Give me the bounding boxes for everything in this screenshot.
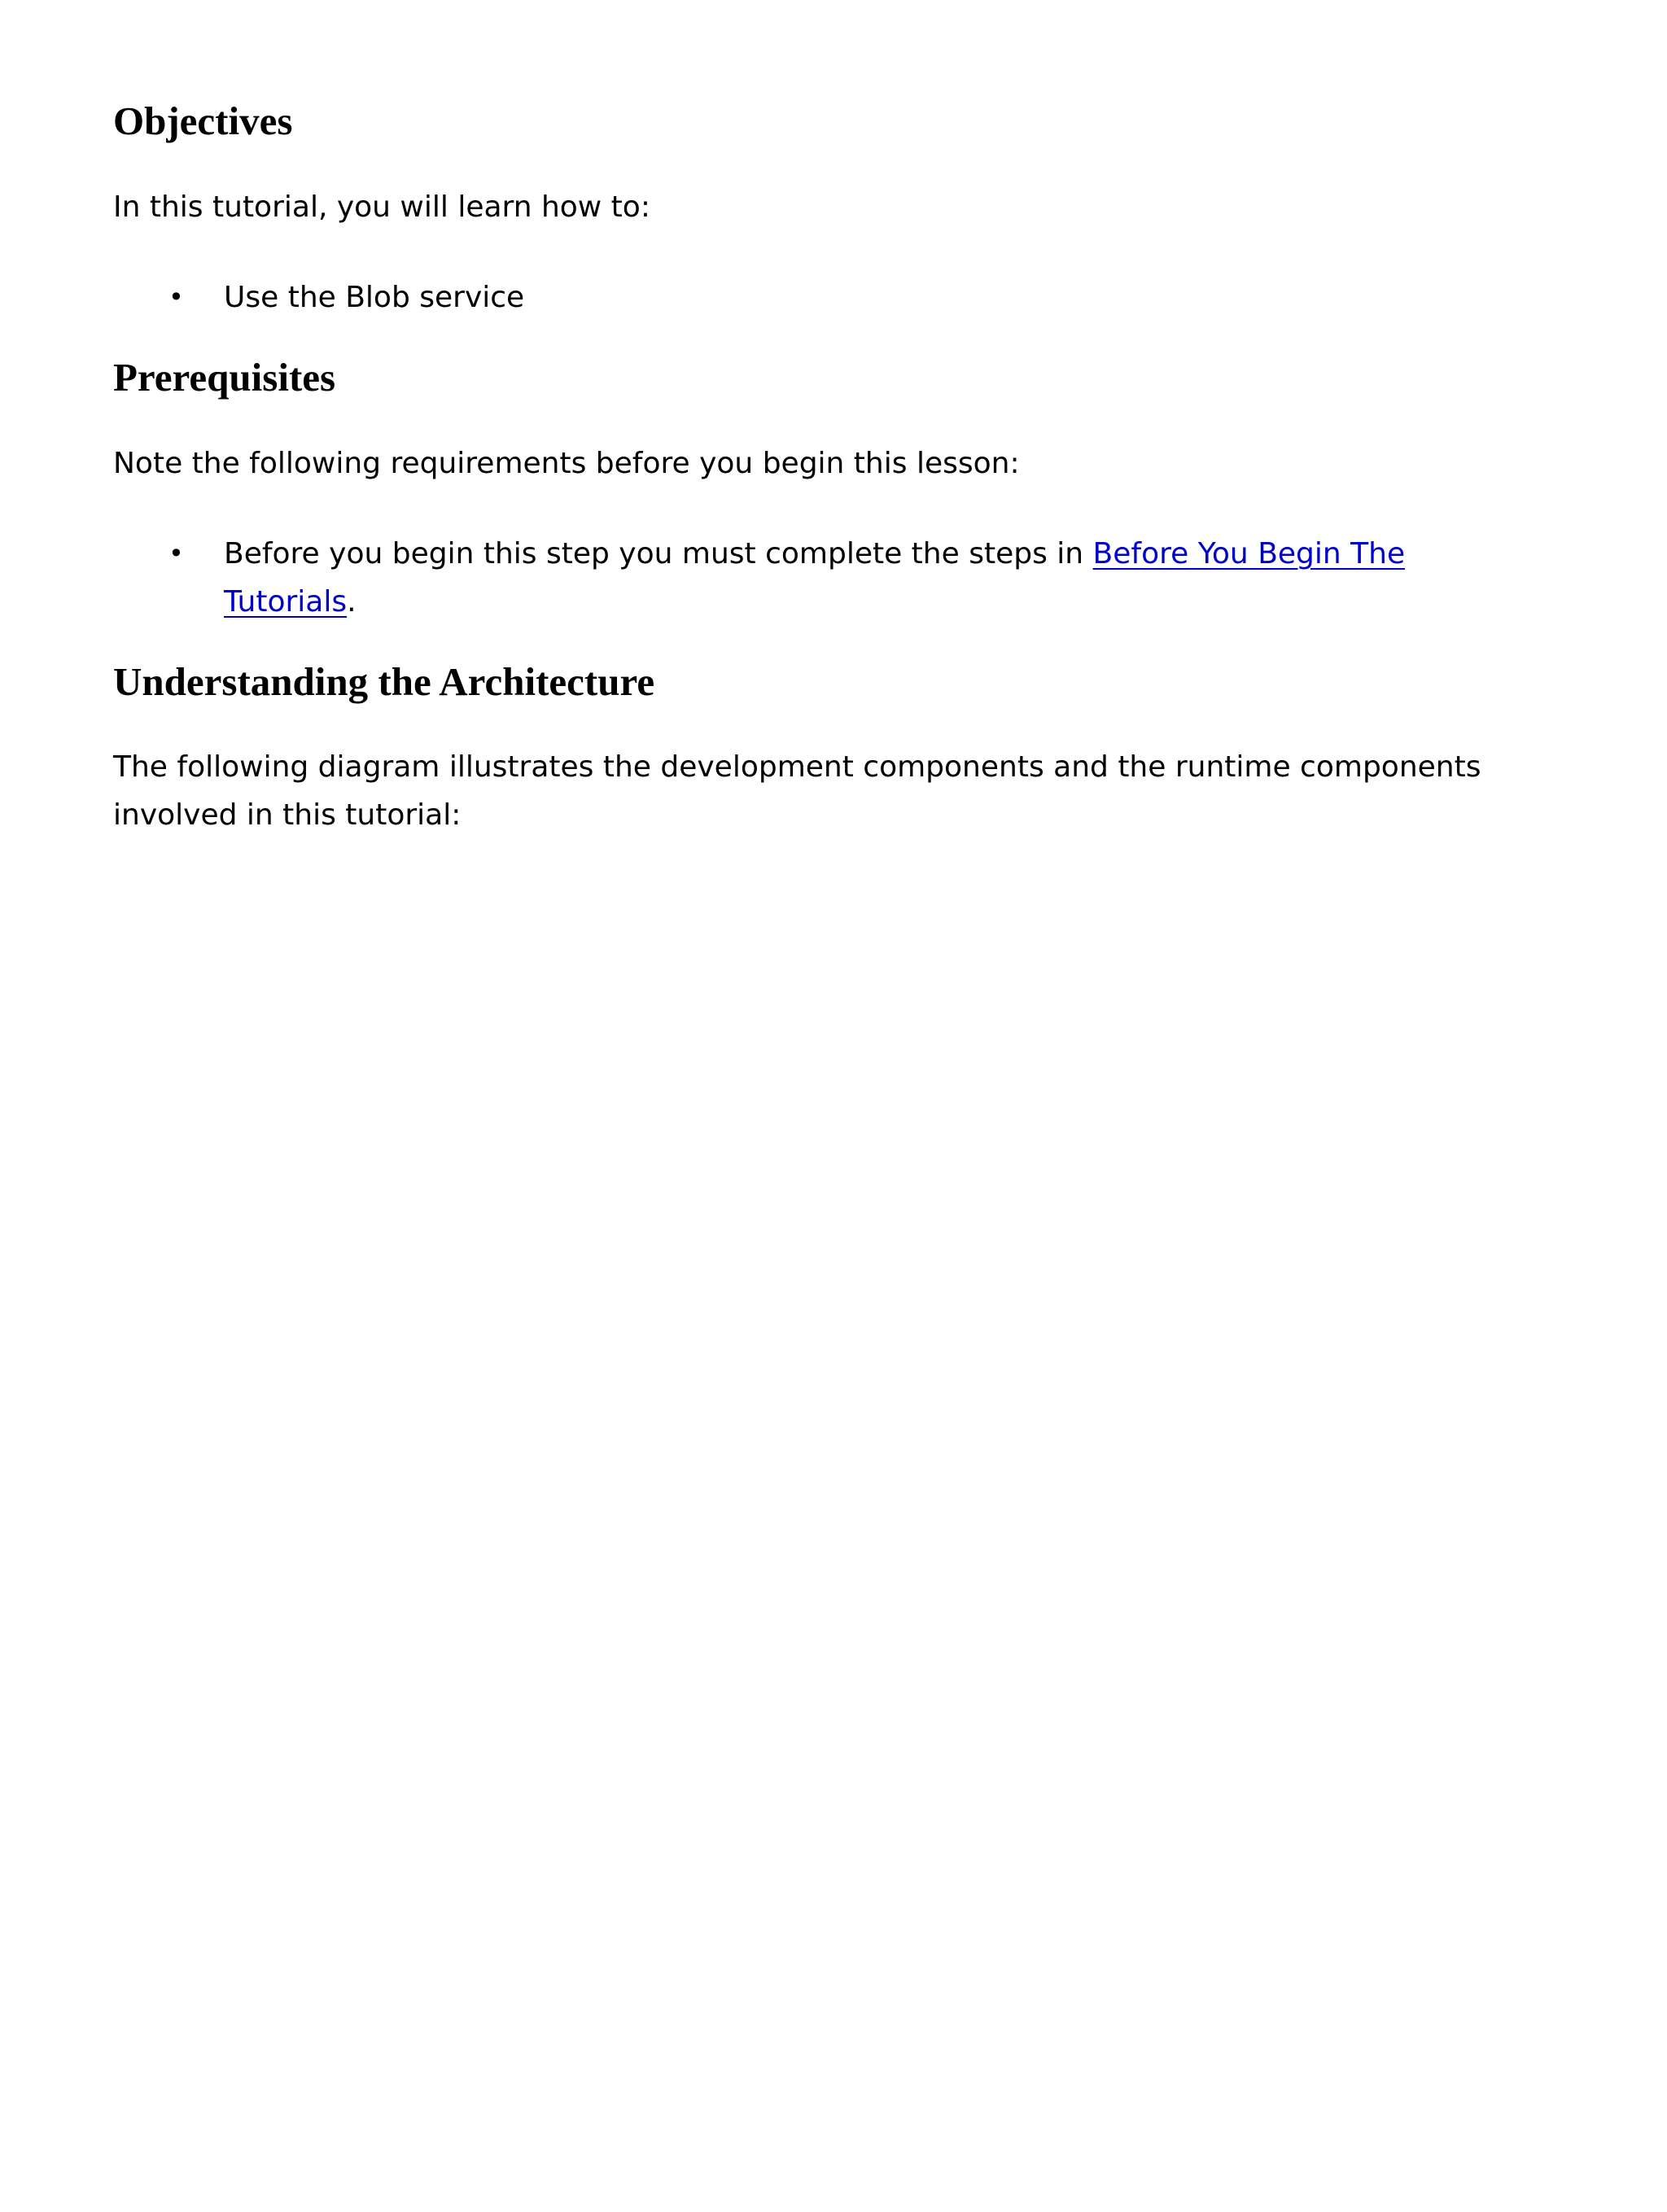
list-item — [113, 530, 1546, 626]
before-you-begin-link[interactable]: Before You Begin The Tutorials — [224, 536, 1406, 619]
prerequisite-item-text: Before you begin this step you must complete the steps in — [224, 536, 1093, 570]
prerequisite-item-suffix: . — [347, 584, 357, 619]
heading-prerequisites: Prerequisites — [113, 354, 336, 400]
bullet-icon: • — [168, 537, 184, 569]
objectives-intro: In this tutorial, you will learn how to: — [113, 190, 650, 224]
prerequisites-intro: Note the following requirements before you begin this lesson: — [113, 446, 1020, 480]
objective-item-text: Use the Blob service — [224, 280, 525, 314]
heading-architecture: Understanding the Architecture — [113, 658, 655, 704]
page-content — [113, 98, 1546, 839]
prerequisites-list — [113, 530, 1546, 626]
bullet-icon: • — [168, 281, 184, 313]
objectives-list — [113, 273, 1546, 321]
architecture-intro: The following diagram illustrates the development components and the runtime components involved in this tutorial: — [113, 750, 1481, 833]
list-item — [113, 273, 1546, 321]
heading-objectives: Objectives — [113, 98, 293, 143]
